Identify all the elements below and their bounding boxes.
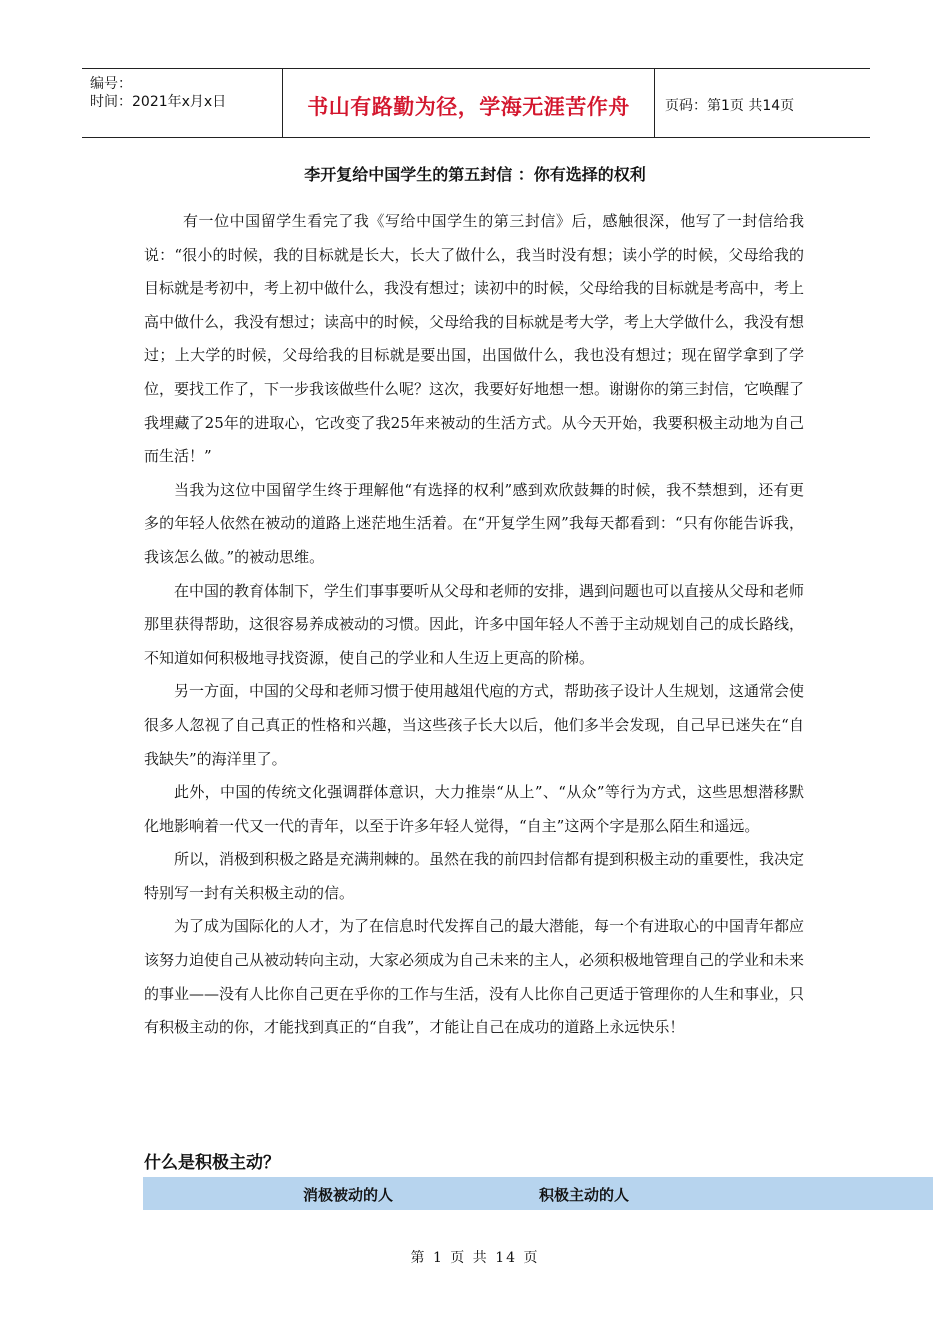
comparison-header-passive: 消极被动的人: [303, 1186, 394, 1204]
document-body: [144, 205, 804, 1045]
section-heading: 什么是积极主动？: [144, 1153, 280, 1173]
header-motto-cell: [283, 69, 655, 137]
paragraph: 此外，中国的传统文化强调群体意识，大力推崇“从上”、“从众”等行为方式，这些思想潜移默化地影响着一代又一代的青年，以至于许多年轻人觉得，“自主”这两个字是那么陌生和遥远。: [144, 783, 804, 835]
paragraph: 所以，消极到积极之路是充满荆棘的。虽然在我的前四封信都有提到积极主动的重要性，我决定特别写一封有关积极主动的信。: [144, 850, 805, 902]
header-page-cell: [655, 69, 870, 137]
header-page-info: 页码：第1页 共14页: [665, 98, 795, 114]
page-footer: 第 1 页 共 14 页: [410, 1250, 540, 1266]
paragraph: 有一位中国留学生看完了我《写给中国学生的第三封信》后，感触很深，他写了一封信给我说：“很小的时候，我的目标就是长大，长大了做什么，我当时没有想；读小学的时候，父母给我的目标就是考初中，考上初中做什么，我没有想过；读初中的时候，父母给我的目标就是考高中，考上高中做什么，我没有想过；读高中的时候，父母给我的目标就是考大学，考上大学做什么，我没有想过；上大学的时候，父母给我的目标就是要出国，出国做什么，我也没有想过；现在留学拿到了学位，要找工作了，下一步我该做些什么呢？这次，我要好好地想一想。谢谢你的第三封信，它唤醒了我埋藏了25年的进取心，它改变了我25年来被动的生活方式。从今天开始，我要积极主动地为自己而生活！”: [144, 212, 805, 466]
paragraph: 在中国的教育体制下，学生们事事要听从父母和老师的安排，遇到问题也可以直接从父母和老师那里获得帮助，这很容易养成被动的习惯。因此，许多中国年轻人不善于主动规划自己的成长路线，不知道如何积极地寻找资源，使自己的学业和人生迈上更高的阶梯。: [144, 581, 805, 667]
comparison-table-header: [143, 1177, 933, 1210]
paragraph: 为了成为国际化的人才，为了在信息时代发挥自己的最大潜能，每一个有进取心的中国青年都应该努力迫使自己从被动转向主动，大家必须成为自己未来的主人，必须积极地管理自己的学业和未来的事业——没有人比你自己更在乎你的工作与生活，没有人比你自己更适于管理你的人生和事业，只有积极主动的你，才能找到真正的“自我”，才能让自己在成功的道路上永远快乐！: [144, 917, 805, 1037]
paragraph: 另一方面，中国的父母和老师习惯于使用越俎代庖的方式，帮助孩子设计人生规划，这通常会使很多人忽视了自己真正的性格和兴趣，当这些孩子长大以后，他们多半会发现，自己早已迷失在“自我缺失”的海洋里了。: [144, 682, 805, 768]
number-label: 编号：: [90, 76, 132, 92]
page-header: [82, 68, 870, 138]
document-title: 李开复给中国学生的第五封信 ：你有选择的权利: [304, 165, 646, 184]
date-line: 时间：2021年x月x日: [90, 94, 227, 110]
comparison-header-proactive: 积极主动的人: [539, 1186, 630, 1204]
header-motto: 书山有路勤为径，学海无涯苦作舟: [307, 95, 630, 119]
paragraph: 当我为这位中国留学生终于理解他“有选择的权利”感到欢欣鼓舞的时候，我不禁想到，还有更多的年轻人依然在被动的道路上迷茫地生活着。在“开复学生网”我每天都看到：“只有你能告诉我，我该怎么做。”的被动思维。: [144, 480, 804, 566]
header-meta-cell: [82, 69, 283, 137]
